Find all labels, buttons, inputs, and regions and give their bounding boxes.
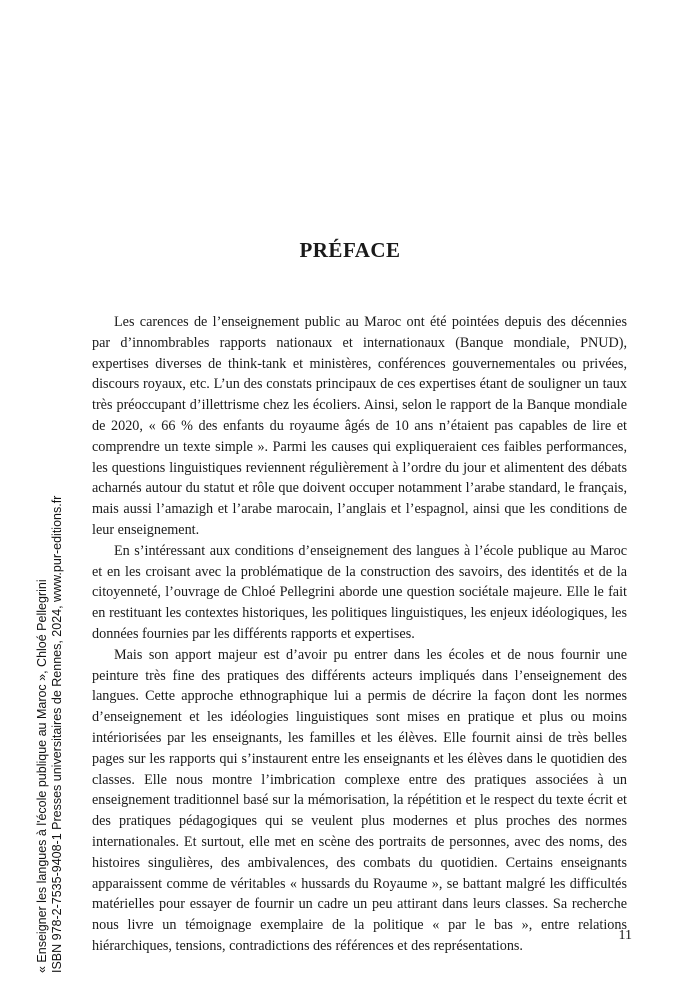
side-note-isbn: ISBN 978-2-7535-9408-1 Presses universitaires de Rennes, 2024, www.pur-editions.fr bbox=[50, 495, 64, 973]
paragraph-3: Mais son apport majeur est d’avoir pu entrer dans les écoles et de nous fournir une peinture très fine des pratiques des différents acteurs impliqués dans l’enseignement des langues. Cette approche ethnographique lui a permis de décrire la façon dont les normes d’enseignement et les idéologies linguistiques sont mises en pratique et plus ou moins intériorisées par les enseignants, les familles et les élèves. Elle fournit ainsi de très belles pages sur les rapports qui s’instaurent entre les enseignants et les élèves dans le quotidien des classes. Elle nous montre l’imbrication complexe entre des pratiques associées à un enseignement traditionnel basé sur la mémorisation, la répétition et le respect du texte écrit et des pratiques pédagogiques qui se veulent plus modernes et plus proches des normes internationales. Et surtout, elle met en scène des portraits de personnes, avec des noms, des histoires singulières, des ambivalences, des combats du quotidien. Certains enseignants apparaissent comme de véritables « hussards du Royaume », se battant malgré les difficultés matérielles pour essayer de fournir un cadre un peu attirant dans leurs classes. Sa recherche nous livre un témoignage exemplaire de la politique « par le bas », entre relations hiérarchiques, tensions, contradictions des références et des représentations. bbox=[92, 646, 627, 954]
side-note-book-title: « Enseigner les langues à l'école publique au Maroc », Chloé Pellegrini bbox=[35, 579, 49, 973]
page-title: PRÉFACE bbox=[299, 238, 401, 262]
paragraph-2: En s’intéressant aux conditions d’enseignement des langues à l’école publique au Maroc et en les croisant avec la problématique de la construction des savoirs, des identités et de la citoyenneté, l’ouvrage de Chloé Pellegrini aborde une question sociétale majeure. Elle le fait en restituant les contextes historiques, les politiques linguistiques, les enjeux idéologiques, les données fournies par les différents rapports et expertises. bbox=[92, 542, 627, 642]
copyright-side-note bbox=[35, 413, 65, 973]
page-number: 11 bbox=[618, 928, 632, 943]
paragraph-1: Les carences de l’enseignement public au Maroc ont été pointées depuis des décennies par d’innombrables rapports nationaux et internationaux (Banque mondiale, PNUD), expertises diverses de think-tank et ministères, conférences gouvernementales ou privées, discours royaux, etc. L’un des constats principaux de ces expertises étant de souligner un taux très préoccupant d’illettrisme chez les écoliers. Ainsi, selon le rapport de la Banque mondiale de 2020, « 66 % des enfants du royaume âgés de 10 ans n’étaient pas capables de lire et comprendre un texte simple ». Parmi les causes qui expliqueraient ces faibles performances, les questions linguistiques reviennent régulièrement à l’ordre du jour et alimentent des débats acharnés autour du statut et rôle que doivent occuper notamment l’arabe standard, le français, mais aussi l’amazigh et l’arabe marocain, l’anglais et l’espagnol, ainsi que les conditions de leur enseignement. bbox=[92, 314, 627, 538]
preface-body bbox=[92, 312, 627, 957]
